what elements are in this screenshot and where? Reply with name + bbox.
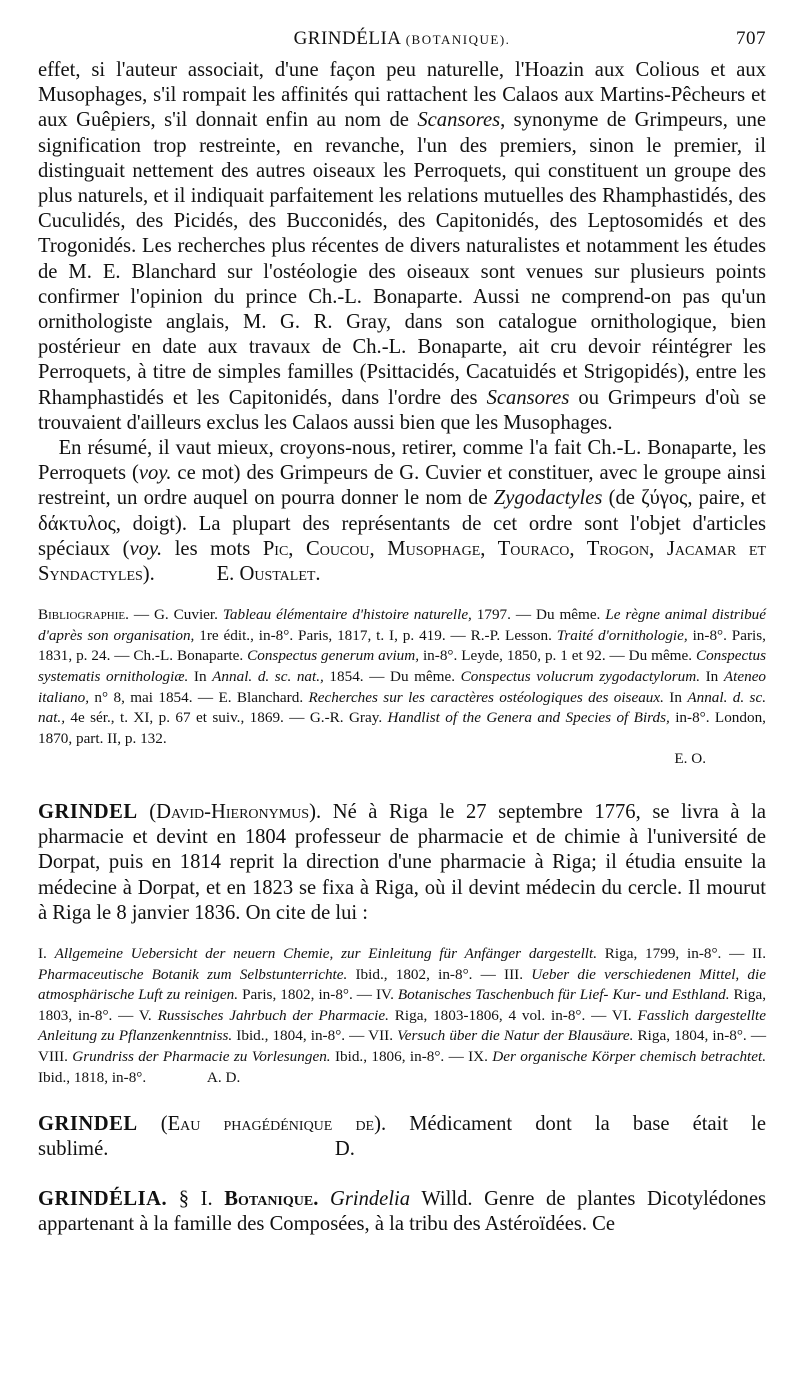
work-title: Conspectus generum avium, [247, 647, 420, 665]
work-title: Botanisches Taschenbuch für Lief- Kur- und Esthland. [397, 986, 730, 1004]
text-run: (de ζύγος, paire, et δάκτυλος, doigt). La plupart des représentants de cet ordre sont l'objet d'articles spéciaux ( [38, 487, 767, 560]
entry-headword: GRINDEL [38, 801, 138, 824]
text-run: effet, si l'auteur associait, d'une façon peu naturelle, l'Hoazin aux Colious et aux Musophages, s'il rompait les affinités qui rattachent les Calaos aux Martins-Pêcheurs et aux Guêpiers, s'il donnait enfin au nom de [38, 59, 766, 132]
running-subtitle: (BOTANIQUE). [405, 32, 511, 47]
work-title: Versuch über die Natur der Blausäure. [397, 1027, 634, 1045]
work-title: Conspectus volucrum zygodactylorum. [460, 668, 701, 686]
entry-grindelia [38, 1187, 766, 1237]
italic-term: Scansores [417, 109, 501, 132]
text-run: in-8°. London, 1870, part. II, p. 132. [38, 709, 766, 747]
author-signature: E. Oustalet. [216, 563, 321, 586]
text-run: Riga, 1799, in-8°. — II. [597, 945, 766, 963]
text-run: Riga, 1804, in-8°. — VIII. [38, 1027, 767, 1065]
spacer [38, 1163, 766, 1187]
text-run: ce mot) des Grimpeurs de G. Cuvier et constituer, avec le groupe ainsi restreint, un ordre auquel on pourra donner le nom de [38, 462, 766, 510]
text-run: — G. Cuvier. [128, 606, 223, 624]
text-run: In [663, 688, 688, 706]
work-title: Grundriss der Pharmacie zu Vorlesungen. [72, 1048, 331, 1065]
work-title: Der organische Körper chemisch betrachtet. [492, 1048, 767, 1065]
text-run: les mots [162, 537, 263, 560]
text-run: Ibid., 1804, in-8°. — VII. [232, 1027, 398, 1045]
work-title: Russisches Jahrbuch der Pharmacie. [157, 1006, 389, 1024]
entry-text: Médicament dont la base était le sublimé. [38, 1113, 766, 1161]
text-run: Riga, 1803, in-8°. — V. [38, 986, 766, 1024]
work-title: Allgemeine Uebersicht der neuern Chemie, zur Einleitung für Anfänger dargestellt. [54, 945, 598, 963]
text-run: 4e sér., t. XI, p. 67 et suiv., 1869. — G.-R. Gray. [65, 709, 388, 727]
text-run: Ibid., 1802, in-8°. — III. [347, 965, 532, 983]
text-run: 1re édit., in-8°. Paris, 1817, t. I, p. 419. — R.-P. Lesson. [194, 626, 557, 644]
works-initials: A. D. [206, 1068, 241, 1086]
work-title: Conspectus systematis ornithologiæ. [38, 647, 766, 686]
work-title: Ateneo italiano, [38, 668, 767, 706]
italic-term: voy. [138, 462, 172, 485]
italic-term: voy. [129, 537, 163, 560]
text-run: n° 8, mai 1854. — E. Blanchard. [89, 688, 309, 706]
entry-text: Né à Riga le 27 septembre 1776, se livra à la pharmacie et devint en 1804 professeur de pharmacie et de chimie à l'université de Dorpat, puis en 1814 reprit la direction d'une pharmacie à Riga; il étudia ensuite la médecine à Dorpat, et en 1823 se fixa à Riga, où il devint médecin du cercle. Il mourut à Riga le 8 janvier 1836. On cite de lui : [38, 801, 767, 924]
work-title: Fasslich dargestellte Anleitung zu Pflanzenkenntniss. [38, 1006, 766, 1045]
cross-references: Pic, Coucou, Musophage, Touraco, Trogon, Jacamar et Syndactyles [38, 537, 766, 586]
running-title-text: GRINDÉLIA [293, 28, 401, 49]
text-run: In [188, 668, 213, 686]
entry-name: (Eau phagédénique de). [137, 1113, 387, 1136]
work-title: Annal. d. sc. nat., [212, 668, 324, 686]
works-list [38, 944, 766, 1088]
entry-headword: GRINDÉLIA. [38, 1187, 168, 1210]
running-head [38, 28, 766, 58]
article-paragraph-1 [38, 58, 766, 436]
work-title: Annal. d. sc. nat., [38, 688, 766, 727]
entry-grindel-eau [38, 1112, 766, 1162]
text-run: , synonyme de Grimpeurs, une signification trop restreinte, en revanche, l'un des premiers, sinon le premier, il distinguait nettement des autres oiseaux les Perroquets, qui constituent un groupe des plus naturels, et il indiquait parfaitement les relations mutuelles des Rhamphastidés, des Cuculidés, des Picidés, des Bucconidés, des Capitonidés, des Leptosomidés et des Trogonidés. Les recherches plus récentes de divers naturalistes et notamment les études de M. E. Blanchard sur l'ostéologie des oiseaux sont venues sur plusieurs points confirmer l'opinion du prince Ch.-L. Bonaparte. Aussi ne comprend-on pas qu'un ornithologiste anglais, M. G. R. Gray, dans son catalogue ornithologique, bien postérieur en date aux travaux de Ch.-L. Bonaparte, ait cru devoir réintégrer les Perroquets, à titre de simples familles (Psittacidés, Cacatuidés et Strigopidés), entre les Rhamphastidés et les Capitonidés, dans l'ordre des [38, 109, 767, 409]
text-run: Ibid., 1818, in-8°. [38, 1068, 147, 1086]
spacer [38, 1088, 766, 1112]
italic-term: Zygodactyles [493, 487, 603, 510]
text-run: Riga, 1803-1806, 4 vol. in-8°. — VI. [388, 1006, 638, 1024]
work-title: Traité d'ornithologie, [556, 626, 688, 644]
work-title: Ueber die verschiedenen Mittel, die atmosphärische Luft zu reinigen. [38, 965, 766, 1004]
genus-name: Grindelia [318, 1187, 411, 1210]
running-title [38, 28, 766, 50]
text-run: ou Grimpeurs d'où se trouvaient d'ailleurs exclus les Calaos aussi bien que les Musophages. [38, 386, 766, 434]
italic-term: Scansores [486, 386, 570, 409]
text-run: in-8°. Paris, 1831, p. 24. — Ch.-L. Bonaparte. [38, 626, 766, 665]
page [38, 28, 766, 1237]
text-run: En résumé, il vaut mieux, croyons-nous, retirer, comme l'a fait Ch.-L. Bonaparte, les Perroquets ( [38, 437, 766, 485]
text-run: In [700, 668, 724, 686]
article-paragraph-2 [38, 436, 766, 587]
work-title: Handlist of the Genera and Species of Birds, [387, 709, 670, 727]
bibliography [38, 605, 766, 770]
spacer [38, 770, 766, 800]
text-run: Ibid., 1806, in-8°. — IX. [330, 1048, 493, 1065]
entry-headword: GRINDEL [38, 1113, 138, 1136]
bibliography-label: Bibliographie. [38, 606, 129, 624]
entry-text: Willd. Genre de plantes Dicotylédones appartenant à la famille des Composées, à la tribu des Astéroïdées. Ce [38, 1187, 766, 1235]
work-title: Pharmaceutische Botanik zum Selbstunterrichte. [38, 965, 348, 983]
entry-name: (David-Hieronymus). [137, 801, 322, 824]
work-title: Recherches sur les caractères ostéologiques des oiseaux. [308, 688, 664, 706]
text-run: 1797. — Du même. [471, 606, 606, 624]
text-run: ). [142, 563, 155, 586]
entry-grindel-david [38, 800, 766, 926]
bibliography-initials: E. O. [674, 750, 706, 768]
text-run: Paris, 1802, in-8°. — IV. [238, 986, 398, 1004]
section-mark: § I. [167, 1187, 225, 1210]
text-run: in-8°. Leyde, 1850, p. 1 et 92. — Du même. [419, 647, 696, 665]
entry-initials: D. [334, 1138, 355, 1161]
work-title: Tableau élémentaire d'histoire naturelle, [222, 606, 472, 624]
page-number: 707 [736, 28, 766, 49]
section-label: Botanique. [224, 1187, 319, 1210]
text-run: I. [38, 945, 55, 963]
work-title: Le règne animal distribué d'après son organisation, [38, 606, 766, 644]
text-run: 1854. — Du même. [323, 668, 461, 686]
